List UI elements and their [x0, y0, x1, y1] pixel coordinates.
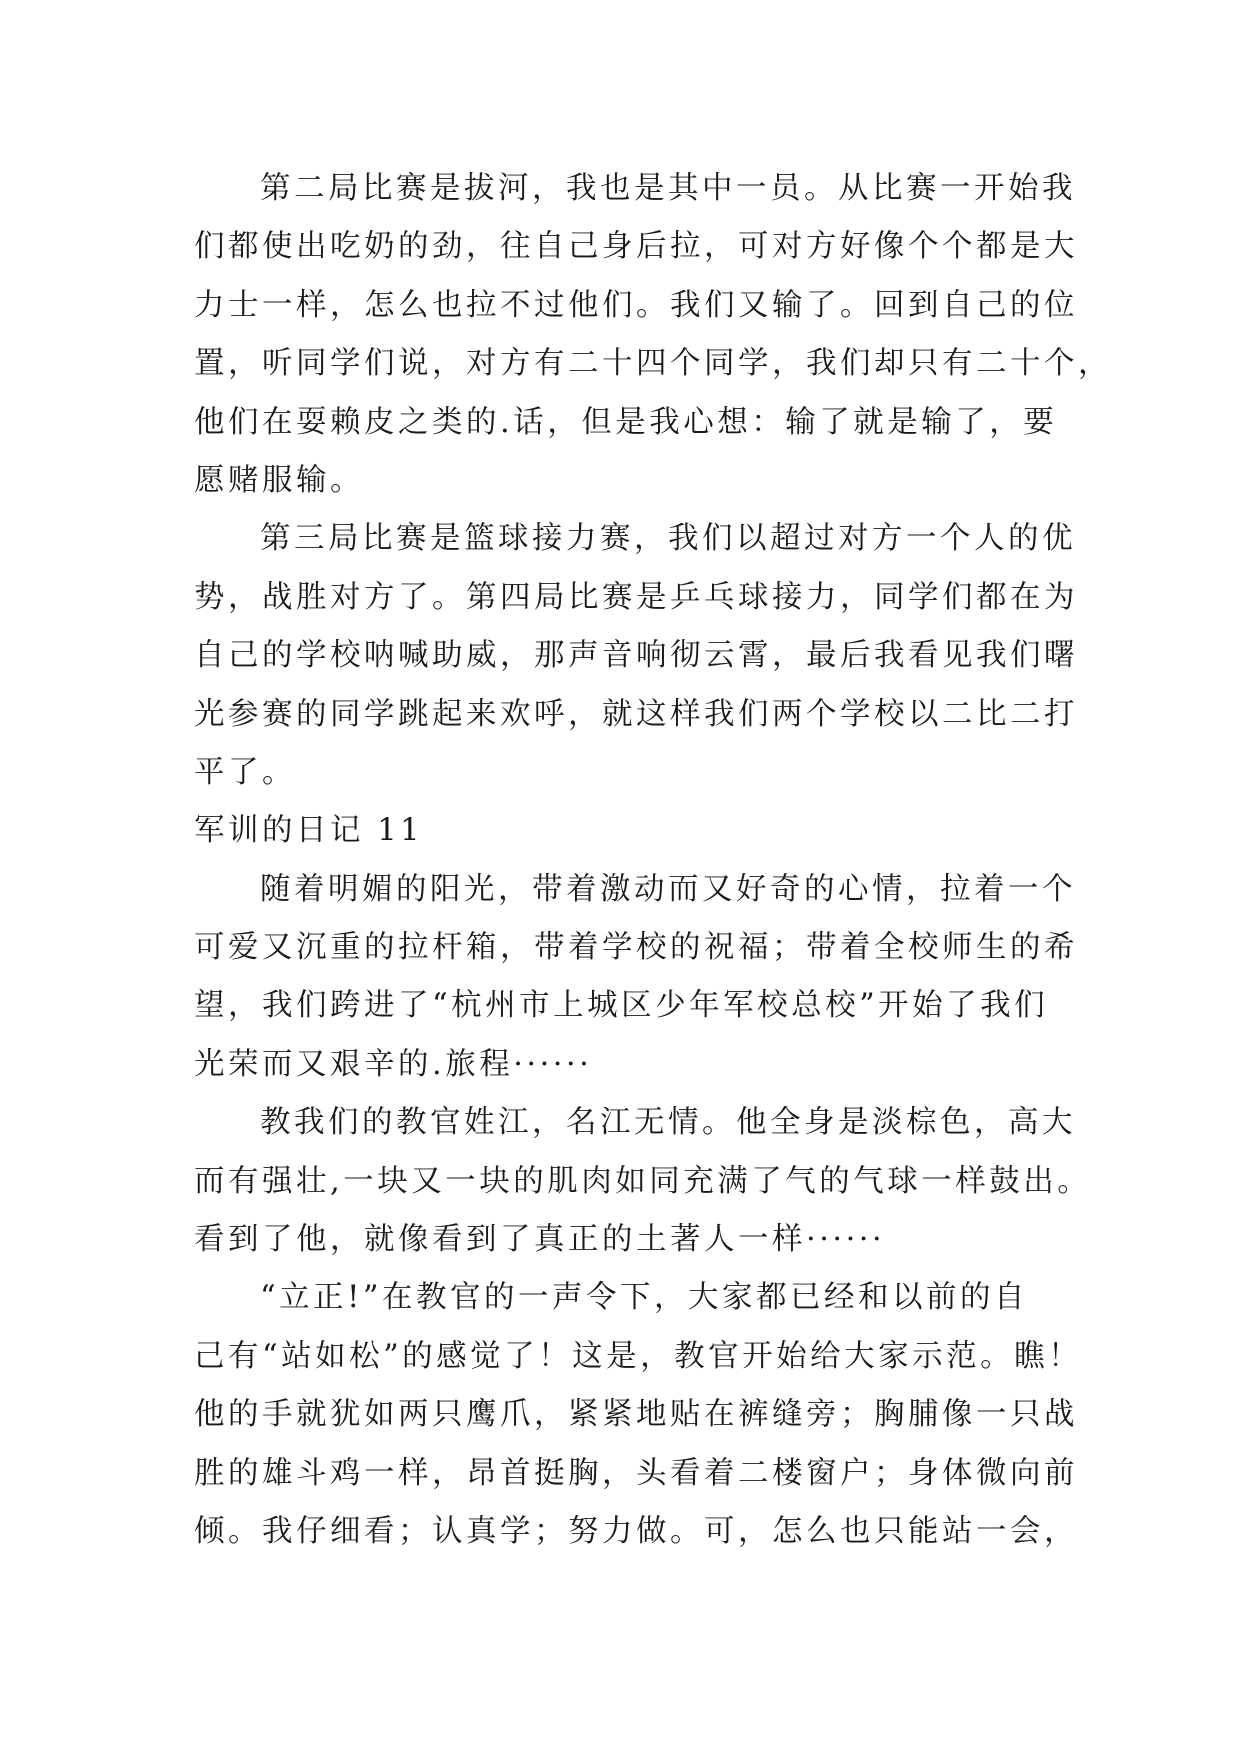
- section-heading: 军训的日记 11: [194, 813, 424, 849]
- text-line: “立正!”在教官的一声令下，大家都已经和以前的自: [260, 1280, 1028, 1316]
- text-line: 胜的雄斗鸡一样，昂首挺胸，头看着二楼窗户；身体微向前: [194, 1455, 1078, 1491]
- text-line: 可爱又沉重的拉杆箱，带着学校的祝福；带着全校师生的希: [194, 930, 1078, 966]
- text-line: 光荣而又艰辛的.旅程······: [194, 1046, 593, 1082]
- text-line: 愿赌服输。: [194, 462, 364, 498]
- text-line: 势，战胜对方了。第四局比赛是乒乓球接力，同学们都在为: [194, 579, 1078, 615]
- text-line: 看到了他，就像看到了真正的土著人一样······: [194, 1222, 886, 1258]
- text-line: 力士一样，怎么也拉不过他们。我们又输了。回到自己的位: [194, 287, 1078, 323]
- text-line: 望，我们跨进了“杭州市上城区少年军校总校”开始了我们: [194, 988, 1049, 1024]
- text-line: 第二局比赛是拔河，我也是其中一员。从比赛一开始我: [260, 171, 1076, 206]
- text-line: 置，听同学们说，对方有二十四个同学，我们却只有二十个，: [194, 346, 1112, 382]
- text-line: 他的手就犹如两只鹰爪，紧紧地贴在裤缝旁；胸脯像一只战: [194, 1397, 1078, 1433]
- text-line: 他们在耍赖皮之类的.话，但是我心想：输了就是输了，要: [194, 404, 1058, 440]
- text-line: 随着明媚的阳光，带着激动而又好奇的心情，拉着一个: [260, 871, 1076, 907]
- text-line: 自己的学校呐喊助威，那声音响彻云霄，最后我看见我们曙: [194, 638, 1078, 674]
- text-line: 平了。: [194, 754, 296, 790]
- text-line: 第三局比赛是篮球接力赛，我们以超过对方一个人的优: [260, 521, 1076, 557]
- text-line: 光参赛的同学跳起来欢呼，就这样我们两个学校以二比二打: [194, 696, 1078, 732]
- text-line: 而有强壮,一块又一块的肌肉如同充满了气的气球一样鼓出。: [194, 1163, 1092, 1199]
- text-line: 教我们的教官姓江，名江无情。他全身是淡棕色，高大: [260, 1105, 1076, 1141]
- text-line: 倾。我仔细看；认真学；努力做。可，怎么也只能站一会，: [194, 1513, 1078, 1549]
- text-line: 己有“站如松”的感觉了！这是，教官开始给大家示范。瞧！: [194, 1338, 1083, 1374]
- document-body: [194, 160, 1112, 1561]
- text-line: 们都使出吃奶的劲，往自己身后拉，可对方好像个个都是大: [194, 229, 1078, 265]
